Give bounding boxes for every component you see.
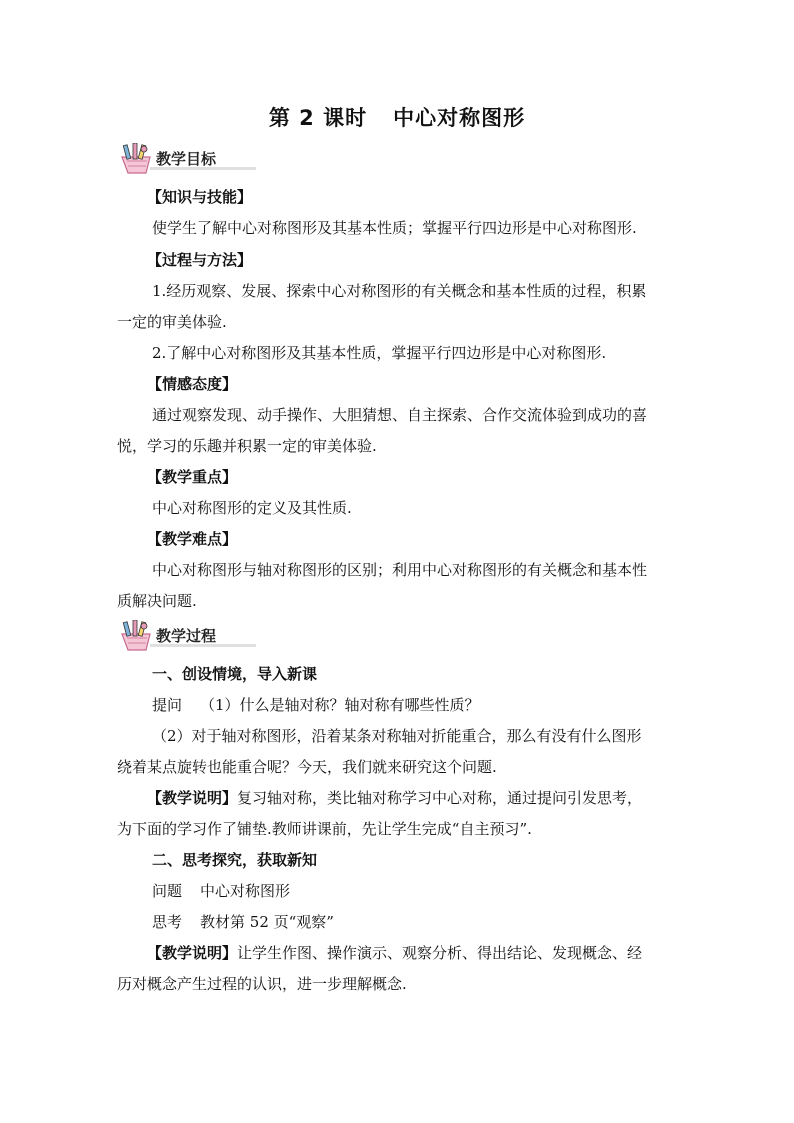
problem-label: 问题 (152, 882, 183, 900)
text-difficulty-a: 中心对称图形与轴对称图形的区别；利用中心对称图形的有关概念和基本性 (152, 561, 648, 579)
think-label: 思考 (152, 913, 183, 931)
text-method-2: 2.了解中心对称图形及其基本性质，掌握平行四边形是中心对称图形. (152, 344, 607, 362)
section-header-objectives (116, 143, 266, 177)
title-topic: 中心对称图形 (393, 106, 526, 130)
heading-emotion: 【情感态度】 (147, 375, 238, 393)
note1-label: 【教学说明】 (147, 789, 238, 807)
text-method-1a: 1.经历观察、发展、探索中心对称图形的有关概念和基本性质的过程，积累 (152, 282, 647, 300)
page-title (0, 102, 794, 132)
think-line (152, 912, 677, 932)
text-difficulty-b: 质解决问题. (117, 592, 197, 610)
section-label-process: 教学过程 (156, 627, 217, 645)
title-lesson: 第 2 课时 (268, 106, 368, 130)
text-key: 中心对称图形的定义及其性质. (152, 499, 352, 517)
question-line-1 (152, 695, 677, 715)
heading-difficulty: 【教学难点】 (147, 530, 238, 548)
note2-line-a (147, 943, 707, 963)
question-2a: （2）对于轴对称图形，沿着某条对称轴对折能重合，那么有没有什么图形 (152, 727, 642, 745)
question-label: 提问 (152, 696, 183, 714)
note2-label: 【教学说明】 (147, 944, 238, 962)
heading-method: 【过程与方法】 (147, 251, 253, 269)
question-1: （1）什么是轴对称？轴对称有哪些性质？ (200, 696, 480, 714)
note1-line-a (147, 788, 707, 808)
section-label-objectives: 教学目标 (156, 150, 217, 168)
think-text: 教材第 52 页“观察” (200, 913, 334, 931)
note1-text-a: 复习轴对称，类比轴对称学习中心对称，通过提问引发思考， (237, 789, 643, 807)
text-emotion-b: 悦，学习的乐趣并积累一定的审美体验. (117, 437, 377, 455)
heading-knowledge: 【知识与技能】 (147, 188, 253, 206)
note2-text-b: 历对概念产生过程的认识，进一步理解概念. (117, 975, 407, 993)
heading-key: 【教学重点】 (147, 468, 238, 486)
problem-text: 中心对称图形 (200, 882, 291, 900)
text-emotion-a: 通过观察发现、动手操作、大胆猜想、自主探索、合作交流体验到成功的喜 (152, 406, 648, 424)
heading-part1: 一、创设情境，导入新课 (152, 665, 318, 683)
text-knowledge: 使学生了解中心对称图形及其基本性质；掌握平行四边形是中心对称图形. (152, 219, 637, 237)
note1-text-b: 为下面的学习作了铺垫.教师讲课前，先让学生完成“自主预习”. (117, 820, 532, 838)
question-2b: 绕着某点旋转也能重合呢？今天，我们就来研究这个问题. (117, 758, 497, 776)
heading-part2: 二、思考探究，获取新知 (152, 851, 318, 869)
problem-line (152, 881, 677, 901)
note2-text-a: 让学生作图、操作演示、观察分析、得出结论、发现概念、经 (237, 944, 643, 962)
section-header-process (116, 620, 266, 654)
text-method-1b: 一定的审美体验. (117, 313, 227, 331)
